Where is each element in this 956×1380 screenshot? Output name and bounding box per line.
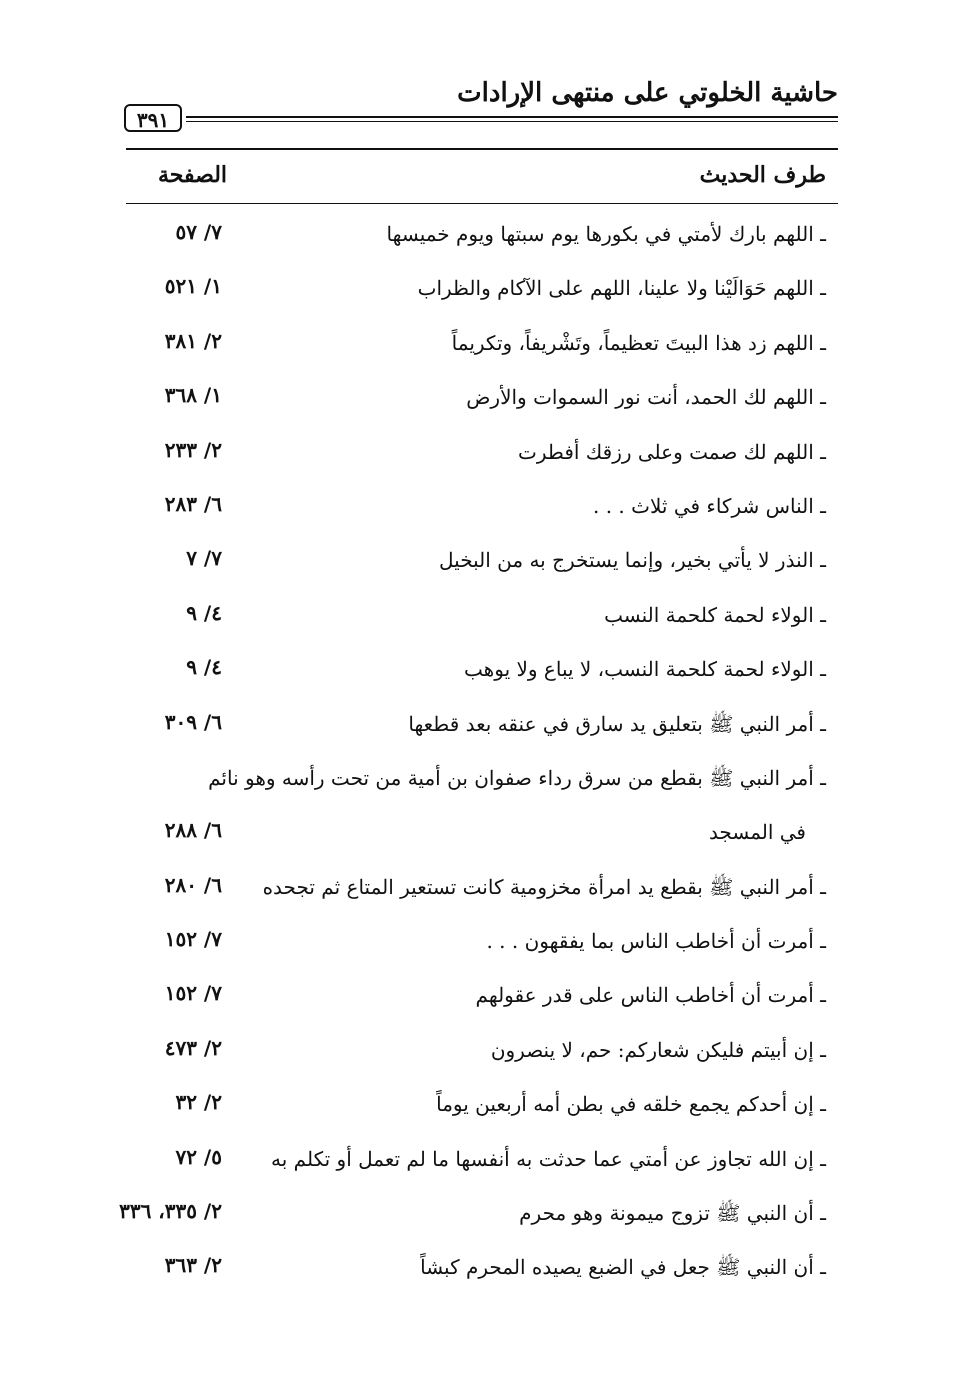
page-header: [124, 78, 838, 132]
column-header-page: الصفحة: [158, 162, 228, 188]
column-header-hadith: طرف الحديث: [699, 162, 826, 188]
hadith-index-list: [0, 208, 956, 1296]
table-row: [0, 534, 956, 588]
hadith-text: ـ اللهم لك الحمد، أنت نور السموات والأرض: [466, 385, 826, 410]
page-number: ٣٩١: [124, 104, 182, 132]
table-row: [0, 643, 956, 697]
page-reference: ١/ ٣٦٨: [164, 383, 222, 408]
table-row: [0, 208, 956, 262]
hadith-text: ـ إن أحدكم يجمع خلقه في بطن أمه أربعين يوماً: [436, 1092, 826, 1117]
table-row: [0, 317, 956, 371]
table-row: [0, 969, 956, 1023]
hadith-text: ـ اللهم لك صمت وعلى رزقك أفطرت: [518, 439, 826, 464]
page-reference: ٧/ ٥٧: [175, 220, 222, 244]
page-reference: ١/ ٥٢١: [164, 274, 222, 299]
table-row: [0, 698, 956, 752]
page-reference: ٦/ ٢٨٣: [164, 491, 222, 516]
hadith-text: ـ إن أبيتم فليكن شعاركم: حم، لا ينصرون: [490, 1037, 826, 1062]
hadith-text: ـ اللهم بارك لأمتي في بكورها يوم سبتها ويوم خميسها: [386, 222, 826, 246]
hadith-text: ـ الولاء لحمة كلحمة النسب: [604, 602, 826, 627]
page-reference: ٥/ ٧٢: [175, 1144, 222, 1169]
table-row: [0, 1133, 956, 1187]
table-row: [0, 262, 956, 316]
hadith-text: ـ أمر النبي ﷺ بقطع من سرق رداء صفوان بن أمية من تحت رأسه وهو نائم: [208, 765, 826, 790]
table-row: [0, 1187, 956, 1241]
page-reference: ٢/ ٣٣٥، ٣٣٦: [119, 1199, 222, 1224]
header-rule-thin: [186, 121, 838, 122]
table-row: [0, 1024, 956, 1078]
book-title: حاشية الخلوتي على منتهى الإرادات: [457, 78, 838, 108]
table-header-rule: [126, 203, 838, 204]
hadith-text: ـ أن النبي ﷺ تزوج ميمونة وهو محرم: [519, 1201, 826, 1226]
table-row: [0, 480, 956, 534]
table-row: [0, 752, 956, 861]
page-reference: ٢/ ٣٨١: [164, 328, 222, 353]
table-row: [0, 1078, 956, 1132]
page-reference: ٦/ ٣٠٩: [164, 709, 222, 734]
header-rule: [186, 116, 838, 118]
page-reference: ٦/ ٢٨٨: [164, 817, 222, 842]
table-row: [0, 861, 956, 915]
table-row: [0, 589, 956, 643]
page-reference: ٢/ ٢٣٣: [164, 437, 222, 462]
page-reference: ٢/ ٤٧٣: [164, 1035, 222, 1060]
hadith-text: ـ اللهم زد هذا البيتَ تعظيماً، وتَشْريفاً، وتكريماً: [451, 330, 826, 355]
table-top-rule: [126, 148, 838, 150]
hadith-text: ـ أمر النبي ﷺ بقطع يد امرأة مخزومية كانت تستعير المتاع ثم تجحده: [262, 874, 826, 899]
table-row: [0, 915, 956, 969]
hadith-text: ـ اللهم حَوَالَيْنا ولا علينا، اللهم على الآكام والظراب: [417, 276, 826, 301]
page-reference: ٧/ ١٥٢: [164, 981, 222, 1006]
hadith-text: ـ إن الله تجاوز عن أمتي عما حدثت به أنفسها ما لم تعمل أو تكلم به: [271, 1146, 826, 1171]
page-reference: ٦/ ٢٨٠: [164, 872, 222, 897]
page-reference: ٢/ ٣٦٣: [164, 1253, 222, 1278]
hadith-text: ـ الناس شركاء في ثلاث . . .: [593, 493, 826, 518]
page-reference: ٤/ ٩: [186, 655, 222, 680]
hadith-text: ـ النذر لا يأتي بخير، وإنما يستخرج به من البخيل: [439, 548, 826, 573]
hadith-text-continuation: في المسجد: [708, 819, 806, 844]
hadith-text: ـ أمر النبي ﷺ بتعليق يد سارق في عنقه بعد قطعها: [408, 711, 826, 736]
table-row: [0, 426, 956, 480]
page-reference: ٤/ ٩: [186, 600, 222, 625]
hadith-text: ـ الولاء لحمة كلحمة النسب، لا يباع ولا يوهب: [464, 657, 826, 682]
table-row: [0, 371, 956, 425]
table-row: [0, 1241, 956, 1295]
hadith-text: ـ أمرت أن أخاطب الناس على قدر عقولهم: [475, 983, 826, 1008]
page-reference: ٢/ ٣٢: [175, 1090, 222, 1115]
hadith-text: ـ أمرت أن أخاطب الناس بما يفقهون . . .: [486, 929, 826, 954]
page-reference: ٧/ ٧: [186, 546, 222, 571]
page-reference: ٧/ ١٥٢: [164, 927, 222, 952]
hadith-text: ـ أن النبي ﷺ جعل في الضبع يصيده المحرم كبشاً: [420, 1255, 826, 1280]
